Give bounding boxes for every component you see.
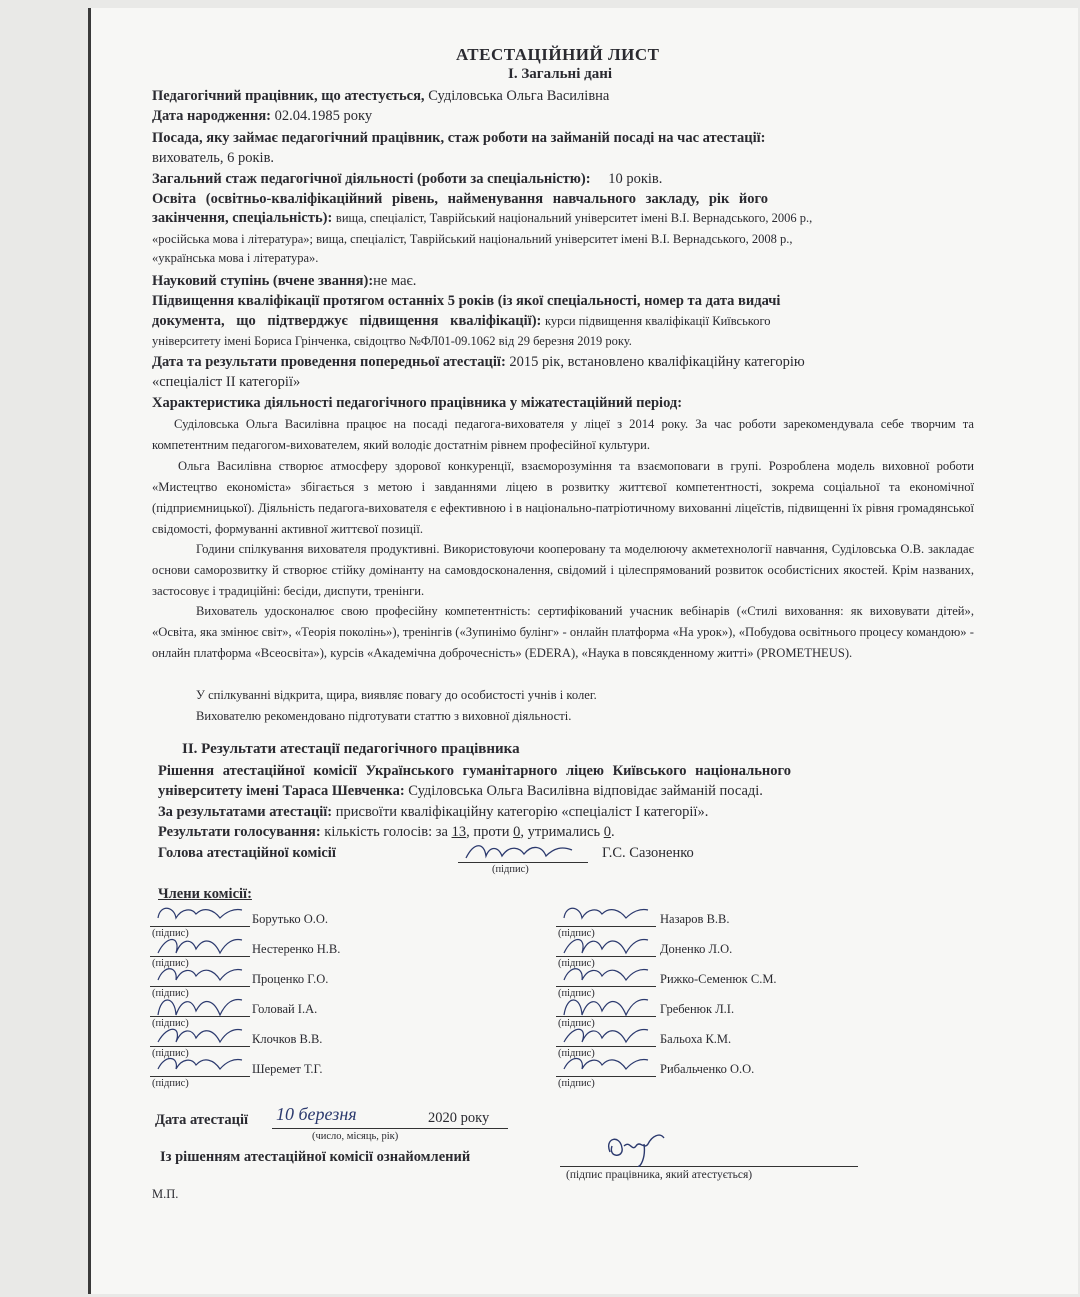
degree-row bbox=[152, 273, 416, 290]
vote-for: 13 bbox=[451, 824, 467, 840]
birth-value: 02.04.1985 року bbox=[274, 108, 373, 124]
member-signature-caption: (підпис) bbox=[152, 988, 189, 999]
degree-value: не має. bbox=[373, 273, 417, 289]
chair-label: Голова атестаційної комісії bbox=[158, 845, 336, 861]
qualification-row-2 bbox=[152, 313, 771, 330]
member-signature-caption: (підпис) bbox=[152, 958, 189, 969]
worker-signature bbox=[600, 1128, 680, 1173]
member-name: Клочков В.В. bbox=[252, 1032, 323, 1046]
chair-signature-caption: (підпис) bbox=[492, 864, 529, 875]
member-signature-caption: (підпис) bbox=[558, 1078, 595, 1089]
member-signature-caption: (підпис) bbox=[558, 958, 595, 969]
section-general-heading: І. Загальні дані bbox=[508, 66, 613, 82]
vote-row: Результати голосування: кількість голосів: за 13, проти 0, утримались 0. bbox=[158, 824, 615, 840]
document-title: АТЕСТАЦІЙНИЙ ЛИСТ bbox=[456, 45, 660, 64]
education-value-2: «російська мова і література»; вища, спеціаліст, Таврійський національний університет імені В.І. Вернадського, 2008 р., bbox=[152, 232, 793, 246]
qualification-label-2: документа, що підтверджує підвищення кваліфікації): bbox=[152, 313, 542, 329]
member-name: Нестеренко Н.В. bbox=[252, 942, 341, 956]
previous-value-2: «спеціаліст ІІ категорії» bbox=[152, 374, 301, 390]
education-row-2 bbox=[152, 210, 812, 227]
member-name: Гребенюк Л.І. bbox=[660, 1002, 735, 1016]
date-label: Дата атестації bbox=[155, 1112, 249, 1128]
member-signature-caption: (підпис) bbox=[152, 1018, 189, 1029]
worker-name: Суділовська Ольга Василівна bbox=[428, 88, 610, 104]
member-signature-caption: (підпис) bbox=[152, 928, 189, 939]
previous-label: Дата та результати проведення попередньої атестації: bbox=[152, 354, 506, 370]
total-label: Загальний стаж педагогічної діяльності (роботи за спеціальністю): bbox=[152, 171, 591, 187]
education-value-3: «українська мова і література». bbox=[152, 251, 319, 265]
page-edge bbox=[88, 8, 91, 1294]
date-caption: (число, місяць, рік) bbox=[312, 1131, 399, 1142]
chair-name: Г.С. Сазоненко bbox=[602, 845, 694, 861]
vote-abstain-label: , утримались bbox=[520, 824, 601, 840]
previous-attestation-row bbox=[152, 354, 805, 371]
member-signature-caption: (підпис) bbox=[558, 1018, 595, 1029]
vote-abstain: 0 bbox=[603, 824, 611, 840]
acknowledgement-caption: (підпис працівника, який атестується) bbox=[566, 1169, 753, 1181]
qualification-value-1: курси підвищення кваліфікації Київського bbox=[544, 314, 771, 328]
member-signature-caption: (підпис) bbox=[558, 988, 595, 999]
education-value-1: вища, спеціаліст, Таврійський національний університет імені В.І. Вернадського, 2006 р., bbox=[335, 211, 813, 225]
birth-row bbox=[152, 108, 372, 125]
member-name: Бальоха К.М. bbox=[660, 1032, 732, 1046]
birth-label: Дата народження: bbox=[152, 108, 272, 124]
outcome-row bbox=[158, 804, 708, 821]
characteristic-paragraph: Суділовська Ольга Василівна працює на посаді педагога-вихователя у ліцеї з 2014 року. За час роботи зарекомендувала себе творчим та компетентним педагогом-вихователем, який володіє достатнім рівнем професійної культури. bbox=[152, 417, 974, 452]
decision-value: Суділовська Ольга Василівна відповідає займаній посаді. bbox=[408, 783, 763, 799]
member-signature-caption: (підпис) bbox=[558, 1048, 595, 1059]
member-name: Проценко Г.О. bbox=[252, 972, 329, 986]
member-signature-caption: (підпис) bbox=[558, 928, 595, 939]
vote-against-label: , проти bbox=[466, 824, 510, 840]
degree-label: Науковий ступінь (вчене звання): bbox=[152, 273, 374, 289]
decision-label: університету імені Тараса Шевченка: bbox=[158, 783, 405, 799]
position-label: Посада, яку займає педагогічний працівник, стаж роботи на займаній посаді на час атестації: bbox=[152, 130, 766, 146]
characteristic-paragraph: Години спілкування вихователя продуктивні. Використовуючи кооперовану та моделюючу акметехнології навчання, Суділовська О.В. закладає основи саморозвитку й створює стійку домінанту на самовдосконалення, свідомий і цілеспрямований розвиток особистісних якостей. Крім названих, застосовує і традиційні: бесіди, диспути, тренінги. bbox=[152, 542, 974, 598]
members-label: Члени комісії: bbox=[158, 886, 252, 902]
member-signature-caption: (підпис) bbox=[152, 1078, 189, 1089]
total-value: 10 років. bbox=[608, 171, 663, 187]
characteristic-paragraph: У спілкуванні відкрита, щира, виявляє повагу до особистості учнів і колег. bbox=[196, 688, 597, 702]
date-line bbox=[272, 1128, 508, 1129]
characteristic-label: Характеристика діяльності педагогічного працівника у міжатестаційний період: bbox=[152, 395, 683, 411]
decision-line-2 bbox=[158, 783, 763, 800]
date-year: 2020 року bbox=[428, 1110, 490, 1126]
stamp-place: М.П. bbox=[152, 1187, 179, 1201]
outcome-value: присвоїти кваліфікаційну категорію «спеціаліст І категорії». bbox=[335, 804, 709, 820]
member-name: Назаров В.В. bbox=[660, 912, 730, 926]
worker-row bbox=[152, 88, 609, 105]
outcome-label: За результатами атестації: bbox=[158, 804, 333, 820]
position-value: вихователь, 6 років. bbox=[152, 150, 275, 166]
member-signature-caption: (підпис) bbox=[152, 1048, 189, 1059]
worker-label: Педагогічний працівник, що атестується, bbox=[152, 88, 425, 104]
vote-label: Результати голосування: bbox=[158, 824, 321, 840]
member-name: Рижко-Семенюк С.М. bbox=[660, 972, 777, 986]
vote-text: кількість голосів: за bbox=[324, 824, 448, 840]
member-name: Рибальченко О.О. bbox=[660, 1062, 755, 1076]
member-name: Головай І.А. bbox=[252, 1002, 318, 1016]
vote-against: 0 bbox=[513, 824, 521, 840]
member-name: Борутько О.О. bbox=[252, 912, 329, 926]
date-handwritten: 10 березня bbox=[276, 1104, 357, 1124]
education-label-2: закінчення, спеціальність): bbox=[152, 210, 333, 226]
characteristic-paragraph: Вихователю рекомендовано підготувати статтю з виховної діяльності. bbox=[196, 709, 572, 723]
qualification-value-2: університету імені Бориса Грінченка, свідоцтво №ФЛ01-09.1062 від 29 березня 2019 року. bbox=[152, 334, 632, 348]
member-name: Шеремет Т.Г. bbox=[252, 1062, 323, 1076]
acknowledgement-label: Із рішенням атестаційної комісії ознайомлений bbox=[160, 1149, 471, 1165]
member-name: Доненко Л.О. bbox=[660, 942, 733, 956]
previous-value-1: 2015 рік, встановлено кваліфікаційну категорію bbox=[509, 354, 805, 370]
decision-line-1: Рішення атестаційної комісії Українського гуманітарного ліцею Київського національного bbox=[158, 763, 792, 779]
qualification-label-1: Підвищення кваліфікації протягом останніх 5 років (із якої спеціальності, номер та дата видачі bbox=[152, 293, 781, 309]
education-label-1: Освіта (освітньо-кваліфікаційний рівень, найменування навчального закладу, рік його bbox=[152, 191, 769, 207]
characteristic-paragraph: Вихователь удосконалює свою професійну компетентність: сертифікований учасник вебінарів («Стилі виховання: як виховувати дітей», «Освіта, яка змінює світ», «Теорія поколінь»), тренінгів («Зупинімо булінг» - онлайн платформа «На урок»), «Побудова освітнього процесу командою» - онлайн платформа «Всеосвіта»), курсів «Академічна доброчесність» (EDERA), «Наука в повсякденному житті» (PROMETHEUS). bbox=[152, 604, 974, 660]
results-heading: ІІ. Результати атестації педагогічного працівника bbox=[182, 741, 520, 757]
characteristic-paragraph: Ольга Василівна створює атмосферу здорової конкуренції, взаєморозуміння та взаємоповаги в групі. Розроблена модель виховної роботи «Мистецтво економіста» збігається з метою і завданнями ліцею в розвитку життєвої компетентності, зокрема соціальної та економічної (підприємницької). Діяльність педагога-вихователя є ефективною і в національно-патріотичному вихованні ліцеїстів, підвищенні їх рівня громадянської свідомості, формуванні активної життєвої позиції. bbox=[152, 459, 974, 536]
total-experience-row bbox=[152, 171, 662, 188]
